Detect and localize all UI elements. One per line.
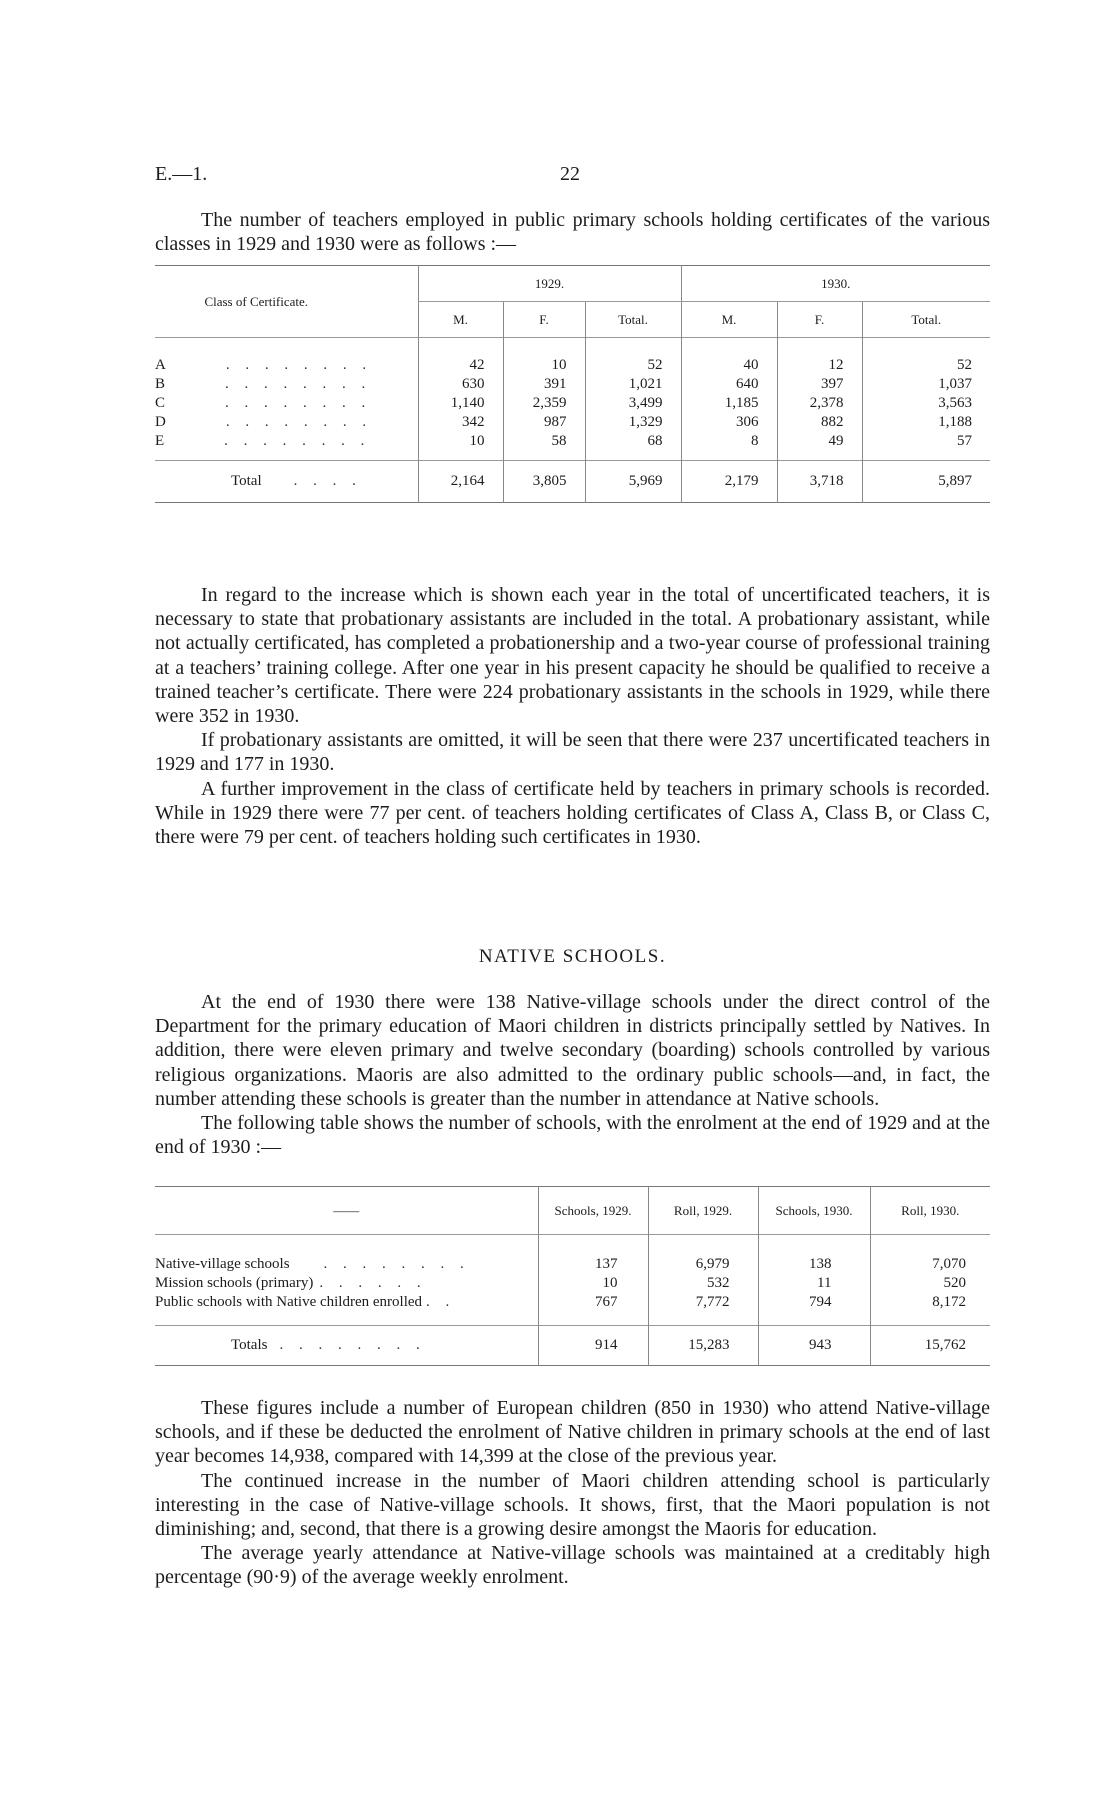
- cell: 10: [503, 356, 585, 375]
- cell: 8,172: [870, 1293, 990, 1312]
- table-row: [155, 394, 990, 413]
- cell: 532: [648, 1274, 758, 1293]
- cell: 12: [777, 356, 862, 375]
- paragraph: The continued increase in the number of Maori children attending school is particularly interesting in the case of Native-village schools. It shows, first, that the Maori population is not diminishing; and, second, that there is a growing desire amongst the Maoris for education.: [155, 1469, 990, 1541]
- cell: 15,762: [870, 1326, 990, 1366]
- cell: 49: [777, 432, 862, 451]
- col-header-total-1930: Total.: [862, 302, 990, 338]
- cell: 6,979: [648, 1255, 758, 1274]
- col-header-total-1929: Total.: [585, 302, 681, 338]
- cell: 3,718: [777, 461, 862, 503]
- cell: 52: [585, 356, 681, 375]
- cell: 57: [862, 432, 990, 451]
- paragraph: The average yearly attendance at Native-village schools was maintained at a creditably high percentage (90·9) of the average weekly enrolment.: [155, 1542, 990, 1589]
- leader-dots: . . . . . . . .: [225, 394, 372, 411]
- total-label: Totals: [231, 1337, 268, 1353]
- cell: 1,140: [418, 394, 503, 413]
- table-row: [155, 375, 990, 394]
- total-row: [155, 1326, 990, 1366]
- cell: 8: [681, 432, 777, 451]
- cell: 2,359: [503, 394, 585, 413]
- cell: 40: [681, 356, 777, 375]
- cell: 2,378: [777, 394, 862, 413]
- paragraph: In regard to the increase which is shown each year in the total of uncertificated teachers, it is necessary to state that probationary assistants are included in the total. A probationary assistant, while not actually certificated, has completed a probationership and a two-year course of professional training at a teachers’ training college. After one year in his present capacity he should be qualified to receive a trained teacher’s certificate. There were 224 probationary assistants in the schools in 1929, while there were 352 in 1930.: [155, 584, 990, 728]
- col-header-roll-1929: Roll, 1929.: [648, 1187, 758, 1235]
- col-header-roll-1930: Roll, 1930.: [870, 1187, 990, 1235]
- row-label: Native-village schools: [155, 1255, 290, 1272]
- cell: 1,188: [862, 413, 990, 432]
- cell: 3,805: [503, 461, 585, 503]
- cell: 3,499: [585, 394, 681, 413]
- row-label: Mission schools (primary): [155, 1274, 314, 1291]
- paragraph: These figures include a number of European children (850 in 1930) who attend Native-village schools, and if these be deducted the enrolment of Native children in primary schools at the end of last year becomes 14,938, compared with 14,399 at the close of the previous year.: [155, 1397, 990, 1468]
- cell: 1,037: [862, 375, 990, 394]
- cell: 5,897: [862, 461, 990, 503]
- year-1930-header: 1930.: [681, 266, 990, 302]
- blank-header: ——: [333, 1202, 360, 1218]
- leader-dots: . .: [426, 1293, 456, 1310]
- cell: 767: [538, 1293, 648, 1312]
- col-header-schools-1929: Schools, 1929.: [538, 1187, 648, 1235]
- leader-dots: . . . . . . . .: [225, 375, 372, 392]
- intro-paragraph-block: [155, 208, 990, 256]
- table-row: [155, 1293, 990, 1312]
- cell: 882: [777, 413, 862, 432]
- cell: 397: [777, 375, 862, 394]
- row-label: C: [155, 394, 166, 411]
- row-label: E: [155, 432, 165, 449]
- cell: 943: [758, 1326, 870, 1366]
- col-header-m-1929: M.: [418, 302, 503, 338]
- cell: 630: [418, 375, 503, 394]
- cell: 137: [538, 1255, 648, 1274]
- cell: 5,969: [585, 461, 681, 503]
- cell: 640: [681, 375, 777, 394]
- class-of-certificate-header: Class of Certificate.: [155, 266, 418, 338]
- row-label: B: [155, 375, 166, 392]
- year-1929-header: 1929.: [418, 266, 681, 302]
- paragraph: At the end of 1930 there were 138 Native-village schools under the direct control of the Department for the primary education of Maori children in districts principally settled by Natives. In addition, there were eleven primary and twelve secondary (boarding) schools controlled by various religious organizations. Maoris are also admitted to the ordinary public schools—and, in fact, the number attending these schools is greater than the number in attendance at Native schools.: [155, 991, 990, 1110]
- table-row: [155, 432, 990, 451]
- cell: 1,021: [585, 375, 681, 394]
- row-label: Public schools with Native children enrolled: [155, 1293, 423, 1310]
- intro-paragraph: The number of teachers employed in public primary schools holding certificates of the various classes in 1929 and 1930 were as follows :—: [155, 209, 990, 256]
- leader-dots: . . . . . .: [319, 1274, 427, 1291]
- cell: 58: [503, 432, 585, 451]
- total-row: [155, 461, 990, 503]
- leader-dots: . . . . . . . .: [323, 1255, 470, 1272]
- paragraph: The following table shows the number of schools, with the enrolment at the end of 1929 and at the end of 1930 :—: [155, 1112, 990, 1159]
- cell: 10: [538, 1274, 648, 1293]
- leader-dots: . . . . . . . .: [225, 413, 373, 430]
- cell: 3,563: [862, 394, 990, 413]
- col-header-m-1930: M.: [681, 302, 777, 338]
- cell: 520: [870, 1274, 990, 1293]
- paragraph: A further improvement in the class of certificate held by teachers in primary schools is recorded. While in 1929 there were 77 per cent. of teachers holding certificates of Class A, Class B, or Class C, there were 79 per cent. of teachers holding such certificates in 1930.: [155, 777, 990, 849]
- cell: 7,772: [648, 1293, 758, 1312]
- leader-dots: . . . . . . . .: [225, 356, 373, 373]
- enrolment-discussion: [155, 1396, 990, 1590]
- cell: 138: [758, 1255, 870, 1274]
- leader-dots: . . . .: [293, 473, 362, 489]
- cell: 1,185: [681, 394, 777, 413]
- cell: 42: [418, 356, 503, 375]
- document-code: E.—1.: [155, 163, 208, 185]
- col-header-schools-1930: Schools, 1930.: [758, 1187, 870, 1235]
- paragraph: If probationary assistants are omitted, it will be seen that there were 237 uncertificated teachers in 1929 and 177 in 1930.: [155, 729, 990, 776]
- cell: 7,070: [870, 1255, 990, 1274]
- cell: 11: [758, 1274, 870, 1293]
- native-schools-text: [155, 990, 990, 1159]
- leader-dots: . . . . . . . .: [224, 432, 371, 449]
- cell: 10: [418, 432, 503, 451]
- table-row: [155, 356, 990, 375]
- row-label: D: [155, 413, 166, 430]
- cell: 1,329: [585, 413, 681, 432]
- col-header-f-1930: F.: [777, 302, 862, 338]
- cell: 2,164: [418, 461, 503, 503]
- col-header-f-1929: F.: [503, 302, 585, 338]
- row-label: A: [155, 356, 166, 373]
- table-row: [155, 1274, 990, 1293]
- native-schools-table: [155, 1186, 990, 1366]
- certificate-discussion: [155, 583, 990, 849]
- cell: 914: [538, 1326, 648, 1366]
- table-row: [155, 413, 990, 432]
- table-row: [155, 1255, 990, 1274]
- cell: 306: [681, 413, 777, 432]
- leader-dots: . . . . . . . .: [279, 1337, 426, 1353]
- page-number: 22: [560, 163, 580, 185]
- section-heading: NATIVE SCHOOLS.: [478, 946, 667, 967]
- cell: 2,179: [681, 461, 777, 503]
- total-label: Total: [231, 473, 262, 489]
- cell: 987: [503, 413, 585, 432]
- cell: 794: [758, 1293, 870, 1312]
- cell: 391: [503, 375, 585, 394]
- certificate-table: [155, 265, 990, 503]
- cell: 68: [585, 432, 681, 451]
- cell: 15,283: [648, 1326, 758, 1366]
- cell: 52: [862, 356, 990, 375]
- cell: 342: [418, 413, 503, 432]
